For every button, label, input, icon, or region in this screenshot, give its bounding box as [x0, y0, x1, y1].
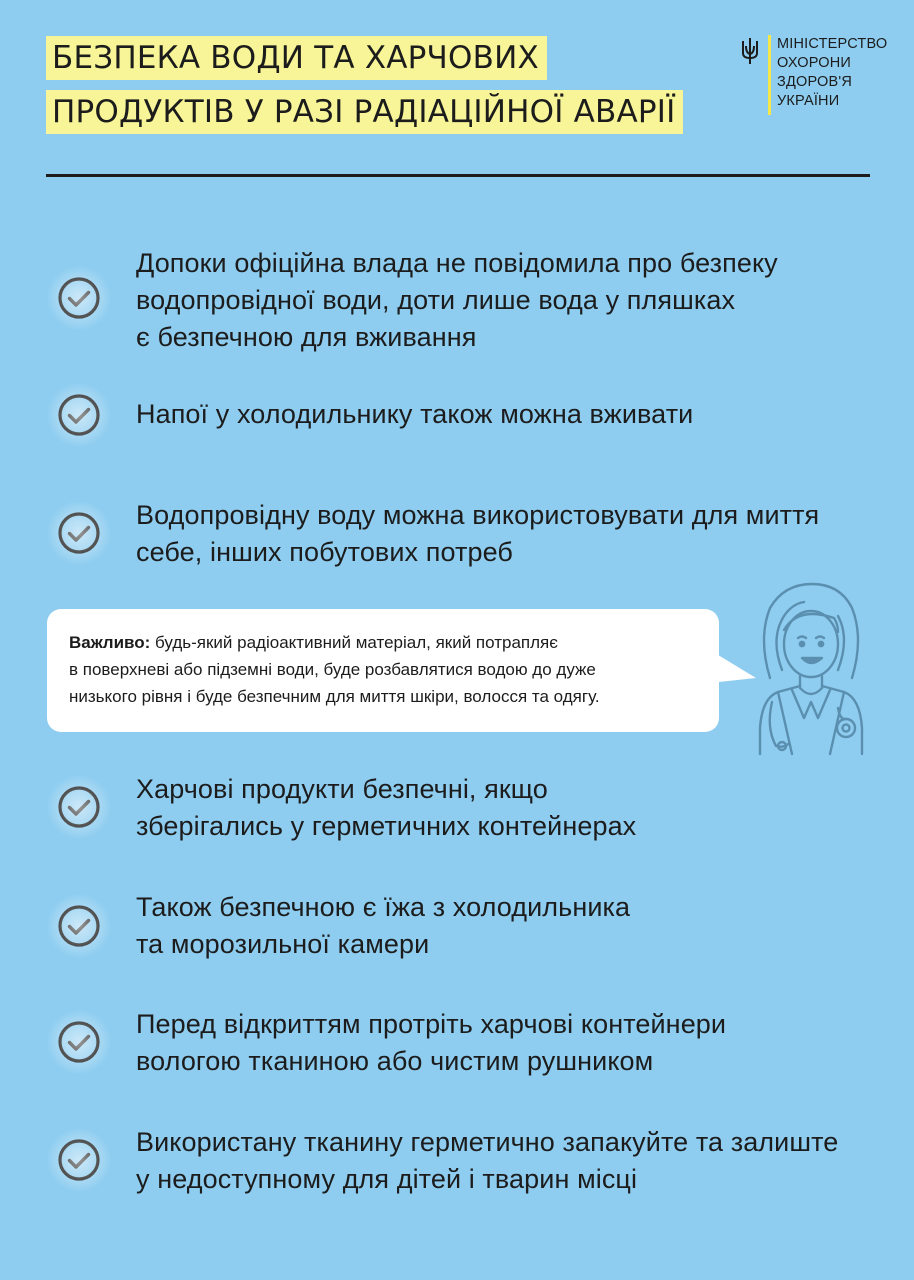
- title-line-2: ПРОДУКТІВ У РАЗІ РАДІАЦІЙНОЇ АВАРІЇ: [46, 90, 683, 134]
- ministry-bar: [768, 35, 771, 115]
- ministry-name: [777, 35, 887, 115]
- item-text: [136, 889, 856, 963]
- ministry-logo: [740, 35, 887, 115]
- note-line-1: будь-який радіоактивний матеріал, який потрапляє: [155, 633, 558, 652]
- item-line: зберігались у герметичних контейнерах: [136, 811, 637, 841]
- note-label: Важливо:: [69, 633, 151, 652]
- item-line: водопровідної води, доти лише вода у пляшках: [136, 285, 736, 315]
- check-circle-icon: [57, 785, 101, 829]
- item-line: та морозильної камери: [136, 929, 430, 959]
- header-divider: [46, 174, 870, 177]
- item-line: вологою тканиною або чистим рушником: [136, 1046, 654, 1076]
- ministry-line: МІНІСТЕРСТВО: [777, 36, 888, 52]
- item-line: себе, інших побутових потреб: [136, 537, 513, 567]
- check-circle-icon: [57, 904, 101, 948]
- note-line: [69, 629, 709, 656]
- doctor-illustration: [742, 578, 878, 758]
- item-line: Використану тканину герметично запакуйте та залиште: [136, 1127, 839, 1157]
- item-text: [136, 245, 856, 356]
- item-line: є безпечною для вживання: [136, 322, 477, 352]
- note-line-3: низького рівня і буде безпечним для миття шкіри, волосся та одягу.: [69, 687, 600, 706]
- item-line: у недоступному для дітей і тварин місці: [136, 1164, 638, 1194]
- page-title: [46, 36, 683, 134]
- item-text: [136, 771, 856, 845]
- item-text: [136, 497, 856, 571]
- item-line: Водопровідну воду можна використовувати для миття: [136, 500, 820, 530]
- ministry-line: ОХОРОНИ: [777, 55, 852, 71]
- item-line: Перед відкриттям протріть харчові контейнери: [136, 1009, 727, 1039]
- title-line-1: БЕЗПЕКА ВОДИ ТА ХАРЧОВИХ: [46, 36, 547, 80]
- note-line-2: в поверхневі або підземні води, буде розбавлятися водою до дуже: [69, 660, 596, 679]
- item-line: Харчові продукти безпечні, якщо: [136, 774, 548, 804]
- item-text: [136, 1124, 856, 1198]
- important-note: [47, 609, 719, 732]
- check-circle-icon: [57, 393, 101, 437]
- item-text: [136, 396, 856, 433]
- ministry-line: УКРАЇНИ: [777, 93, 840, 109]
- check-circle-icon: [57, 276, 101, 320]
- check-circle-icon: [57, 511, 101, 555]
- note-text: [69, 629, 709, 710]
- item-line: Допоки офіційна влада не повідомила про безпеку: [136, 248, 778, 278]
- ministry-line: ЗДОРОВ'Я: [777, 74, 852, 90]
- item-text: [136, 1006, 856, 1080]
- item-line: Напої у холодильнику також можна вживати: [136, 399, 694, 429]
- check-circle-icon: [57, 1138, 101, 1182]
- item-line: Також безпечною є їжа з холодильника: [136, 892, 631, 922]
- check-circle-icon: [57, 1020, 101, 1064]
- trident-icon: [740, 37, 760, 65]
